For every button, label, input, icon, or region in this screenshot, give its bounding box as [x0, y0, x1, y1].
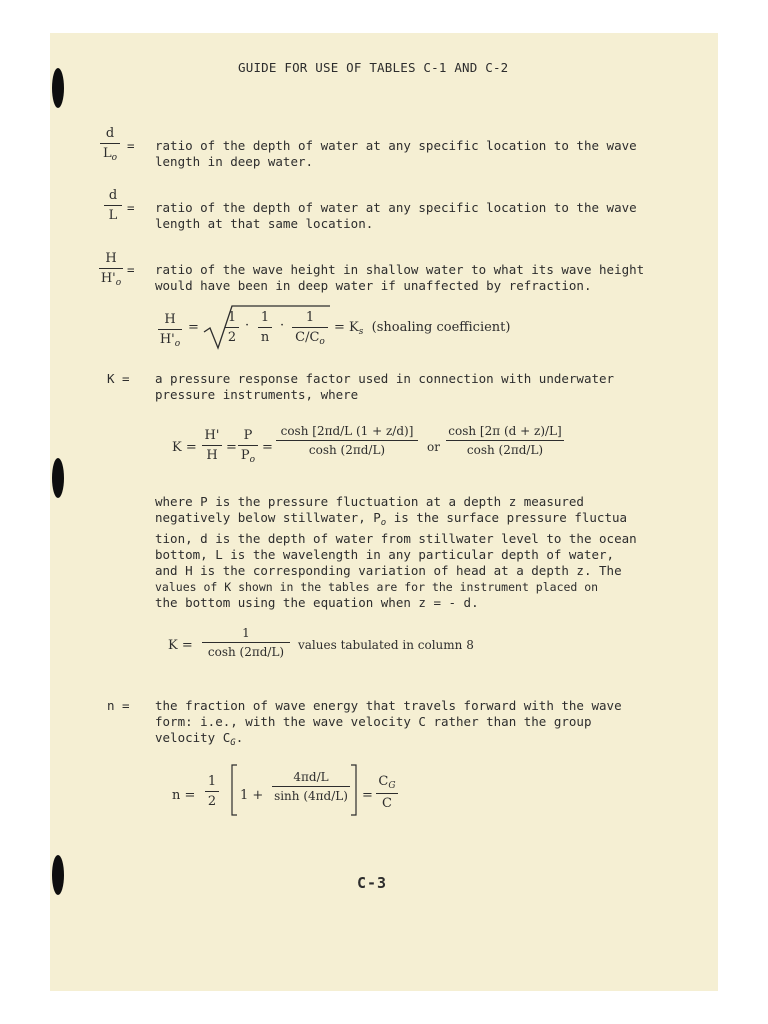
paragraph-line: where P is the pressure fluctuation at a depth z measured: [155, 494, 584, 509]
definition-line: a pressure response factor used in connection with underwater: [155, 371, 615, 386]
fraction-subscript: G: [388, 781, 396, 791]
fraction-denominator: C/C: [295, 330, 320, 345]
symbol-subscript: o: [111, 153, 118, 163]
paragraph-line: and H is the corresponding variation of head at a depth z. The: [155, 563, 622, 578]
shoaling-lhs-subscript: o: [174, 339, 181, 349]
equals-sign: =: [127, 200, 135, 215]
fraction-denominator: C: [382, 796, 392, 811]
definition-line: pressure instruments, where: [155, 387, 359, 402]
page-number: C-3: [357, 874, 388, 892]
equals-sign: =: [127, 138, 135, 153]
k-equals: =: [226, 440, 237, 455]
n-definition-text: [155, 698, 622, 751]
n-symbol: n =: [107, 698, 130, 713]
k-formula-lhs: K =: [172, 440, 197, 455]
fraction-numerator: 1: [242, 626, 250, 640]
k-explanation-paragraph: [155, 494, 637, 611]
symbol-d-over-lo: [100, 126, 120, 163]
k-bottom-note: values tabulated in column 8: [298, 638, 474, 652]
definition-line: the fraction of wave energy that travels forward with the wave: [155, 698, 622, 713]
shoaling-one-over-c: [292, 310, 328, 347]
symbol-h-over-ho: [99, 251, 123, 288]
fraction-denominator: 2: [227, 330, 237, 345]
definition-text: [155, 262, 644, 294]
fraction-denominator: H: [206, 448, 218, 463]
shoaling-half: [225, 310, 239, 345]
k-definition-text: [155, 371, 614, 403]
shoaling-lhs-denominator: H': [159, 332, 175, 347]
k-bottom-lhs: K =: [168, 638, 193, 653]
k-equals: =: [262, 440, 273, 455]
definition-line: form: i.e., with the wave velocity C rather than the group: [155, 714, 592, 729]
k-cosh-ratio-alt: [446, 424, 564, 457]
definition-line: length at that same location.: [155, 216, 374, 231]
shoaling-equals: =: [188, 320, 199, 335]
k-bottom-fraction: [202, 626, 290, 659]
definition-line: would have been in deep water if unaffected by refraction.: [155, 278, 592, 293]
definition-line: length in deep water.: [155, 154, 314, 169]
definition-text: [155, 200, 637, 232]
shoaling-ks: = K: [334, 320, 359, 335]
paragraph-line: bottom, L is the wavelength in any particular depth of water,: [155, 547, 615, 562]
symbol-denominator: H': [100, 271, 116, 286]
definition-line: [155, 730, 622, 751]
definition-line: ratio of the depth of water at any specific location to the wave: [155, 138, 637, 153]
paragraph-line: the bottom using the equation when z = - d.: [155, 595, 479, 610]
k-symbol: K =: [107, 371, 130, 386]
fraction-subscript: o: [319, 337, 325, 347]
binder-hole-middle: [52, 458, 64, 498]
fraction-denominator: sinh (4πd/L): [274, 789, 348, 803]
definition-text: .: [235, 730, 244, 745]
fraction-numerator: 1: [227, 310, 237, 325]
left-bracket: [230, 764, 238, 816]
fraction-denominator: cosh (2πd/L): [207, 645, 285, 659]
symbol-numerator: H: [105, 251, 117, 266]
fraction-denominator: cosh (2πd/L): [466, 443, 544, 457]
shoaling-note: (shoaling coefficient): [371, 320, 511, 335]
shoaling-lhs-numerator: H: [164, 312, 176, 327]
symbol-denominator: L: [108, 208, 118, 223]
right-bracket: [350, 764, 358, 816]
binder-hole-bottom: [52, 855, 64, 895]
n-bracket-prefix: 1 +: [240, 788, 264, 803]
fraction-numerator: 1: [305, 310, 315, 325]
definition-text: [155, 138, 637, 170]
n-rhs-fraction: [376, 774, 398, 811]
binder-hole-top: [52, 68, 64, 108]
fraction-numerator: cosh [2πd/L (1 + z/d)]: [280, 424, 414, 438]
symbol-denominator: L: [102, 146, 112, 161]
shoaling-rhs: [334, 320, 510, 337]
fraction-numerator: 1: [260, 310, 270, 325]
shoaling-lhs: [158, 312, 182, 349]
n-formula-lhs: n =: [172, 788, 196, 803]
fraction-denominator: cosh (2πd/L): [308, 443, 386, 457]
paragraph-text: is the surface pressure fluctua: [386, 510, 628, 525]
fraction-numerator: C: [378, 774, 389, 789]
fraction-numerator: cosh [2π (d + z)/L]: [448, 424, 562, 438]
symbol-numerator: d: [108, 188, 118, 203]
fraction-numerator: P: [243, 428, 253, 443]
n-rhs-equals: =: [362, 788, 373, 803]
paragraph-line: values of K shown in the tables are for the instrument placed on: [155, 580, 599, 594]
multiply-dot: ·: [245, 318, 250, 333]
fraction-denominator: n: [260, 330, 270, 345]
fraction-numerator: 4πd/L: [293, 770, 329, 784]
symbol-d-over-l: [104, 188, 122, 223]
fraction-subscript: o: [249, 455, 256, 465]
shoaling-one-over-n: [258, 310, 272, 345]
symbol-numerator: d: [105, 126, 115, 141]
k-ratio-p: [238, 428, 258, 465]
k-or: or: [427, 440, 440, 454]
fraction-denominator: 2: [207, 794, 217, 809]
symbol-subscript: o: [115, 278, 122, 288]
equals-sign: =: [127, 262, 135, 277]
k-cosh-ratio: [276, 424, 418, 457]
fraction-numerator: H': [204, 428, 220, 443]
page-title: GUIDE FOR USE OF TABLES C-1 AND C-2: [238, 60, 509, 75]
k-ratio-h: [202, 428, 222, 463]
paragraph-text: negatively below stillwater, P: [155, 510, 381, 525]
n-inner-fraction: [272, 770, 350, 803]
paragraph-line: tion, d is the depth of water from stillwater level to the ocean: [155, 531, 637, 546]
fraction-denominator: P: [240, 448, 250, 463]
multiply-dot: ·: [280, 318, 285, 333]
paragraph-subscript: o: [380, 518, 387, 528]
definition-line: ratio of the wave height in shallow water to what its wave height: [155, 262, 645, 277]
n-half: [205, 774, 219, 809]
definition-line: ratio of the depth of water at any specific location to the wave: [155, 200, 637, 215]
definition-text: velocity C: [155, 730, 231, 745]
definition-subscript: G: [230, 738, 236, 748]
fraction-numerator: 1: [207, 774, 217, 789]
shoaling-ks-subscript: s: [358, 327, 364, 337]
paragraph-line: [155, 510, 637, 531]
